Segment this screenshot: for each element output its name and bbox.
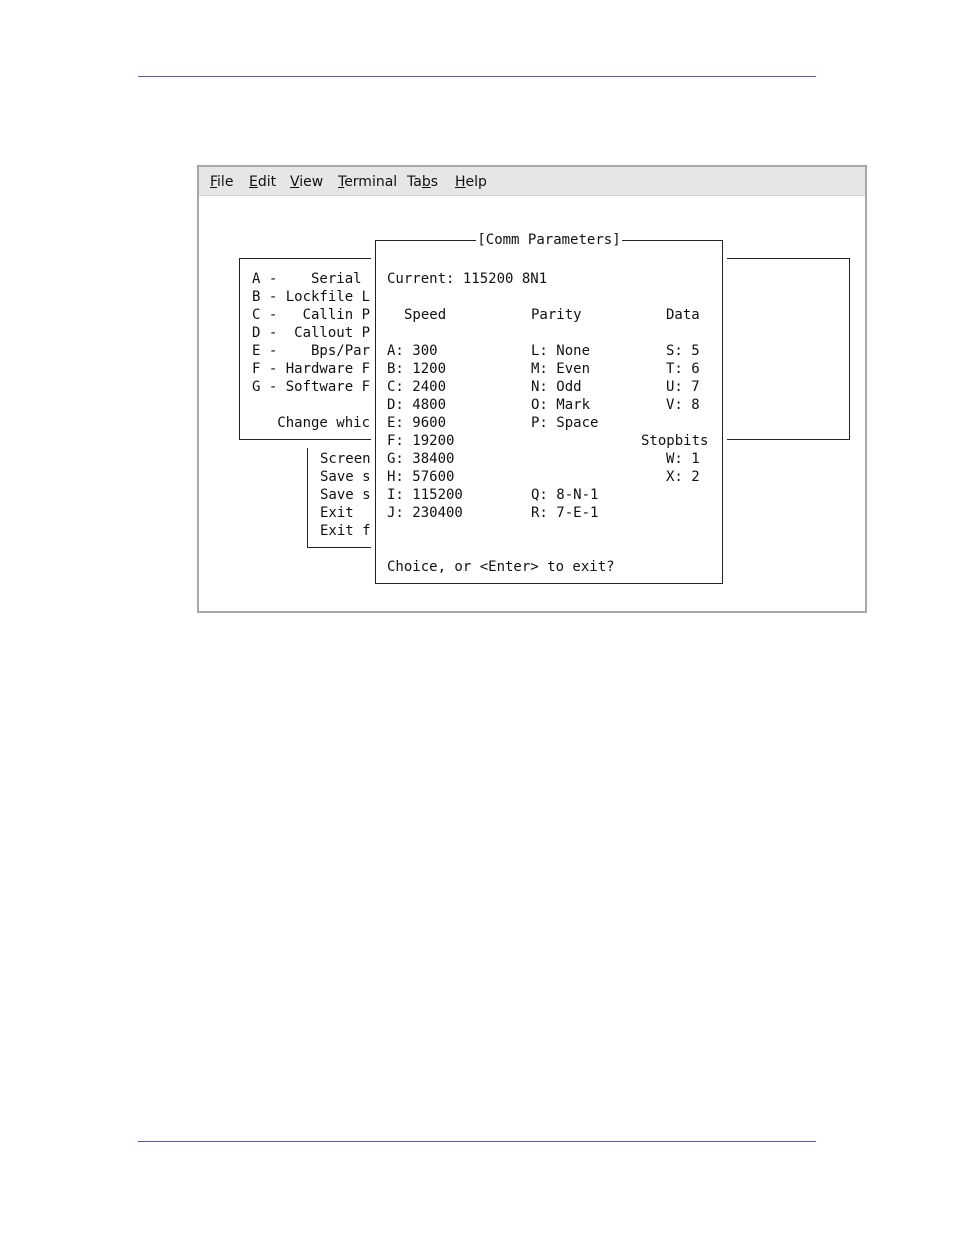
stopbits-option-2[interactable]: X: 2 <box>666 469 700 485</box>
current-setting: Current: 115200 8N1 <box>387 271 548 287</box>
data-option-7[interactable]: U: 7 <box>666 379 700 395</box>
speed-option-38400[interactable]: G: 38400 <box>387 451 455 467</box>
config-item-a[interactable]: A - Serial <box>252 271 362 287</box>
comm-parameters-dialog <box>375 232 723 584</box>
data-header: Data <box>666 307 700 323</box>
parity-option-odd[interactable]: N: Odd <box>531 379 582 395</box>
menu-help[interactable]: Help <box>455 174 487 190</box>
config-item-g[interactable]: G - Software F <box>252 379 371 395</box>
footer-rule <box>138 1141 816 1142</box>
main-menu-item[interactable]: Screen <box>320 451 371 467</box>
data-option-6[interactable]: T: 6 <box>666 361 700 377</box>
parity-option-even[interactable]: M: Even <box>531 361 591 377</box>
speed-header: Speed <box>404 307 447 323</box>
parity-option-none[interactable]: L: None <box>531 343 591 359</box>
config-item-b[interactable]: B - Lockfile L <box>252 289 371 305</box>
header-rule <box>138 76 816 77</box>
stopbits-option-1[interactable]: W: 1 <box>666 451 700 467</box>
menu-view[interactable]: View <box>290 174 324 190</box>
config-item-f[interactable]: F - Hardware F <box>252 361 371 377</box>
config-prompt: Change whic <box>252 415 371 431</box>
preset-option-8n1[interactable]: Q: 8-N-1 <box>531 487 599 503</box>
menu-tabs[interactable]: Tabs <box>407 174 439 190</box>
terminal-window <box>197 165 867 613</box>
data-option-8[interactable]: V: 8 <box>666 397 700 413</box>
speed-option-9600[interactable]: E: 9600 <box>387 415 447 431</box>
menu-terminal[interactable]: Terminal <box>338 174 398 190</box>
config-item-e[interactable]: E - Bps/Par <box>252 343 371 359</box>
preset-option-7e1[interactable]: R: 7-E-1 <box>531 505 599 521</box>
parity-option-space[interactable]: P: Space <box>531 415 599 431</box>
speed-option-1200[interactable]: B: 1200 <box>387 361 447 377</box>
speed-option-57600[interactable]: H: 57600 <box>387 469 455 485</box>
speed-option-4800[interactable]: D: 4800 <box>387 397 447 413</box>
dialog-title: [Comm Parameters] <box>477 232 621 248</box>
speed-option-2400[interactable]: C: 2400 <box>387 379 447 395</box>
terminal-screen[interactable] <box>199 167 865 611</box>
main-menu-item[interactable]: Save s <box>320 469 371 485</box>
menu-file[interactable]: File <box>210 174 234 190</box>
menu-edit[interactable]: Edit <box>249 174 277 190</box>
speed-option-230400[interactable]: J: 230400 <box>387 505 463 521</box>
stopbits-header: Stopbits <box>641 433 709 449</box>
config-item-d[interactable]: D - Callout P <box>252 325 371 341</box>
data-option-5[interactable]: S: 5 <box>666 343 700 359</box>
main-menu-item[interactable]: Exit f <box>320 523 371 539</box>
speed-option-115200[interactable]: I: 115200 <box>387 487 463 503</box>
choice-prompt: Choice, or <Enter> to exit? <box>387 559 615 575</box>
config-item-c[interactable]: C - Callin P <box>252 307 371 323</box>
speed-option-300[interactable]: A: 300 <box>387 343 438 359</box>
parity-header: Parity <box>531 307 582 323</box>
main-menu-item[interactable]: Save s <box>320 487 371 503</box>
speed-option-19200[interactable]: F: 19200 <box>387 433 455 449</box>
parity-option-mark[interactable]: O: Mark <box>531 397 591 413</box>
main-menu-item[interactable]: Exit <box>320 505 354 521</box>
